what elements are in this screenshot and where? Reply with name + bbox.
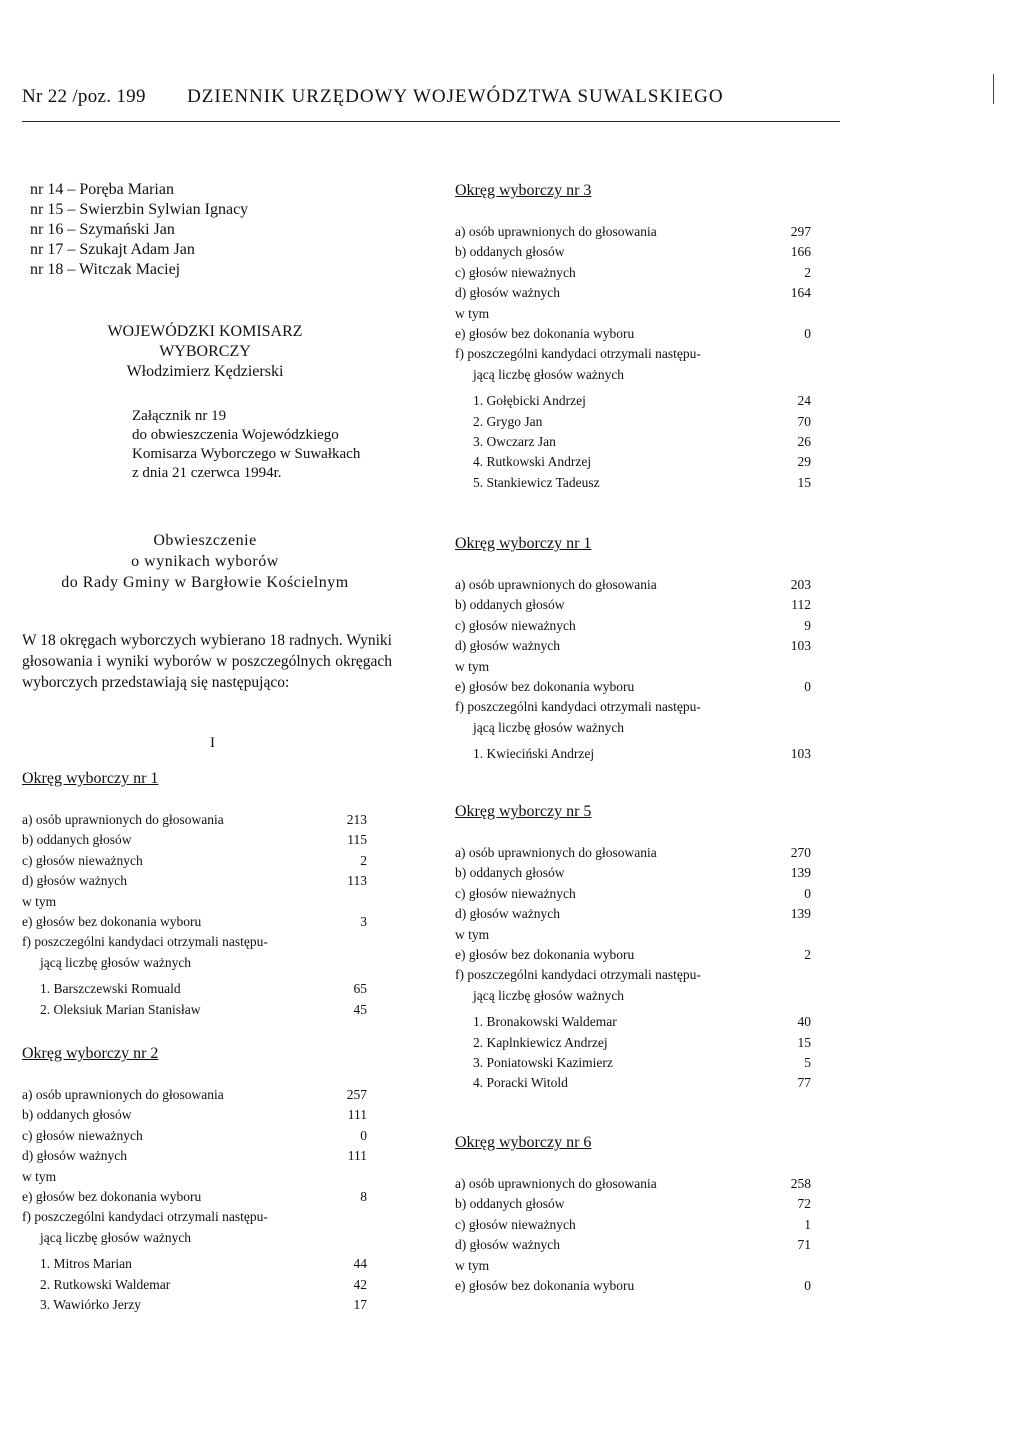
row-candidates-intro: f) poszczególni kandydaci otrzymali następu- [455,967,701,983]
candidate-row: 3. Wawiórko Jerzy 17 [40,1296,367,1312]
row-invalid: c) głosów nieważnych 0 [455,885,811,901]
candidate-row: 1. Mitros Marian 44 [40,1256,367,1272]
candidate-row: 4. Poracki Witold 77 [473,1075,811,1091]
row-including: w tym [455,658,490,674]
member-item: nr 17 – Szukajt Adam Jan [30,241,195,258]
row-candidates-intro-cont: jącą liczbę głosów ważnych [40,954,192,970]
row-including: w tym [22,893,57,909]
row-no-choice: e) głosów bez dokonania wyboru 0 [455,678,811,694]
commissioner-signature [60,322,350,382]
district-title: Okręg wyborczy nr 6 [455,1134,592,1151]
row-including: w tym [455,305,490,321]
row-candidates-intro-cont: jącą liczbę głosów ważnych [473,366,625,382]
row-candidates-intro-cont: jącą liczbę głosów ważnych [473,719,625,735]
row-invalid: c) głosów nieważnych 1 [455,1216,811,1232]
row-candidates-intro: f) poszczególni kandydaci otrzymali następu- [22,1209,268,1225]
row-no-choice: e) głosów bez dokonania wyboru 0 [455,1277,811,1293]
candidate-row: 4. Rutkowski Andrzej 29 [473,454,811,470]
district-title: Okręg wyborczy nr 3 [455,182,592,199]
annex-line: Załącznik nr 19 [132,408,227,424]
candidate-row: 2. Rutkowski Waldemar 42 [40,1276,367,1292]
candidate-row: 1. Bronakowski Waldemar 40 [473,1014,811,1030]
candidate-row: 3. Owczarz Jan 26 [473,433,811,449]
section-numeral: I [210,735,215,751]
row-eligible: a) osób uprawnionych do głosowania 203 [455,577,811,592]
annex-line: Komisarza Wyborczego w Suwałkach [132,446,361,462]
row-cast: b) oddanych głosów 139 [455,865,811,881]
row-candidates-intro: f) poszczególni kandydaci otrzymali następu- [455,346,701,362]
annex-note [132,407,360,483]
issue-number: Nr 22 /poz. 199 [22,86,146,107]
row-including: w tym [22,1168,57,1184]
row-eligible: a) osób uprawnionych do głosowania 213 [22,812,367,827]
candidate-row: 2. Kaplnkiewicz Andrzej 15 [473,1034,811,1050]
candidate-row: 3. Poniatowski Kazimierz 5 [473,1054,811,1070]
commissioner-name: Włodzimierz Kędzierski [126,363,284,380]
annex-line: do obwieszczenia Wojewódzkiego [132,427,339,443]
commissioner-title: WOJEWÓDZKI KOMISARZ WYBORCZY [107,323,303,360]
page-edge-mark [993,74,994,104]
member-item: nr 15 – Swierzbin Sylwian Ignacy [30,201,249,218]
district-4 [455,535,811,765]
row-invalid: c) głosów nieważnych 2 [455,264,811,280]
row-eligible: a) osób uprawnionych do głosowania 270 [455,845,811,860]
district-2 [22,1045,367,1315]
member-item: nr 18 – Witczak Maciej [30,261,181,278]
candidate-row: 5. Stankiewicz Tadeusz 15 [473,474,811,490]
candidate-row: 2. Oleksiuk Marian Stanisław 45 [40,1001,367,1017]
row-invalid: c) głosów nieważnych 2 [22,852,367,868]
row-candidates-intro: f) poszczególni kandydaci otrzymali następu- [455,699,701,715]
district-5 [455,803,811,1094]
member-item: nr 14 – Poręba Marian [30,181,174,198]
candidate-row: 2. Grygo Jan 70 [473,413,811,429]
row-including: w tym [455,926,490,942]
row-cast: b) oddanych głosów 115 [22,832,367,848]
row-invalid: c) głosów nieważnych 9 [455,617,811,633]
row-candidates-intro-cont: jącą liczbę głosów ważnych [40,1229,192,1245]
row-no-choice: e) głosów bez dokonania wyboru 3 [22,913,367,929]
row-eligible: a) osób uprawnionych do głosowania 257 [22,1087,367,1102]
announcement-line: o wynikach wyborów [131,553,279,570]
row-invalid: c) głosów nieważnych 0 [22,1127,367,1143]
row-valid: d) głosów ważnych 113 [22,873,367,889]
row-including: w tym [455,1257,490,1273]
row-candidates-intro: f) poszczególni kandydaci otrzymali następu- [22,934,268,950]
row-cast: b) oddanych głosów 166 [455,244,811,260]
candidate-row: 1. Kwieciński Andrzej 103 [473,746,811,762]
row-valid: d) głosów ważnych 111 [22,1148,367,1164]
member-item: nr 16 – Szymański Jan [30,221,175,238]
row-no-choice: e) głosów bez dokonania wyboru 0 [455,325,811,341]
row-cast: b) oddanych głosów 112 [455,597,811,613]
row-valid: d) głosów ważnych 103 [455,638,811,654]
district-title: Okręg wyborczy nr 1 [455,535,592,552]
row-valid: d) głosów ważnych 164 [455,285,811,301]
row-valid: d) głosów ważnych 139 [455,906,811,922]
row-candidates-intro-cont: jącą liczbę głosów ważnych [473,987,625,1003]
page-header [22,86,724,108]
row-no-choice: e) głosów bez dokonania wyboru 8 [22,1188,367,1204]
members-list [30,180,248,280]
district-title: Okręg wyborczy nr 5 [455,803,592,820]
announcement-line: Obwieszczenie [153,532,257,549]
row-eligible: a) osób uprawnionych do głosowania 297 [455,224,811,239]
row-cast: b) oddanych głosów 111 [22,1107,367,1123]
row-eligible: a) osób uprawnionych do głosowania 258 [455,1176,811,1191]
announcement-line: do Rady Gminy w Bargłowie Kościelnym [61,574,349,591]
announcement-heading [20,530,390,593]
annex-line: z dnia 21 czerwca 1994r. [132,465,282,481]
row-no-choice: e) głosów bez dokonania wyboru 2 [455,946,811,962]
row-valid: d) głosów ważnych 71 [455,1237,811,1253]
header-rule [22,121,840,122]
district-6 [455,1134,811,1296]
journal-title: DZIENNIK URZĘDOWY WOJEWÓDZTWA SUWALSKIEGO [187,86,724,107]
candidate-row: 1. Gołębicki Andrzej 24 [473,393,811,409]
intro-paragraph: W 18 okręgach wyborczych wybierano 18 radnych. Wyniki głosowania i wyniki wyborów w poszczególnych okręgach wyborczych przedstawiają się następująco: [22,632,392,691]
candidate-row: 1. Barszczewski Romuald 65 [40,981,367,997]
district-title: Okręg wyborczy nr 1 [22,770,159,787]
row-cast: b) oddanych głosów 72 [455,1196,811,1212]
district-title: Okręg wyborczy nr 2 [22,1045,159,1062]
district-3 [455,182,811,493]
district-1 [22,770,367,1020]
